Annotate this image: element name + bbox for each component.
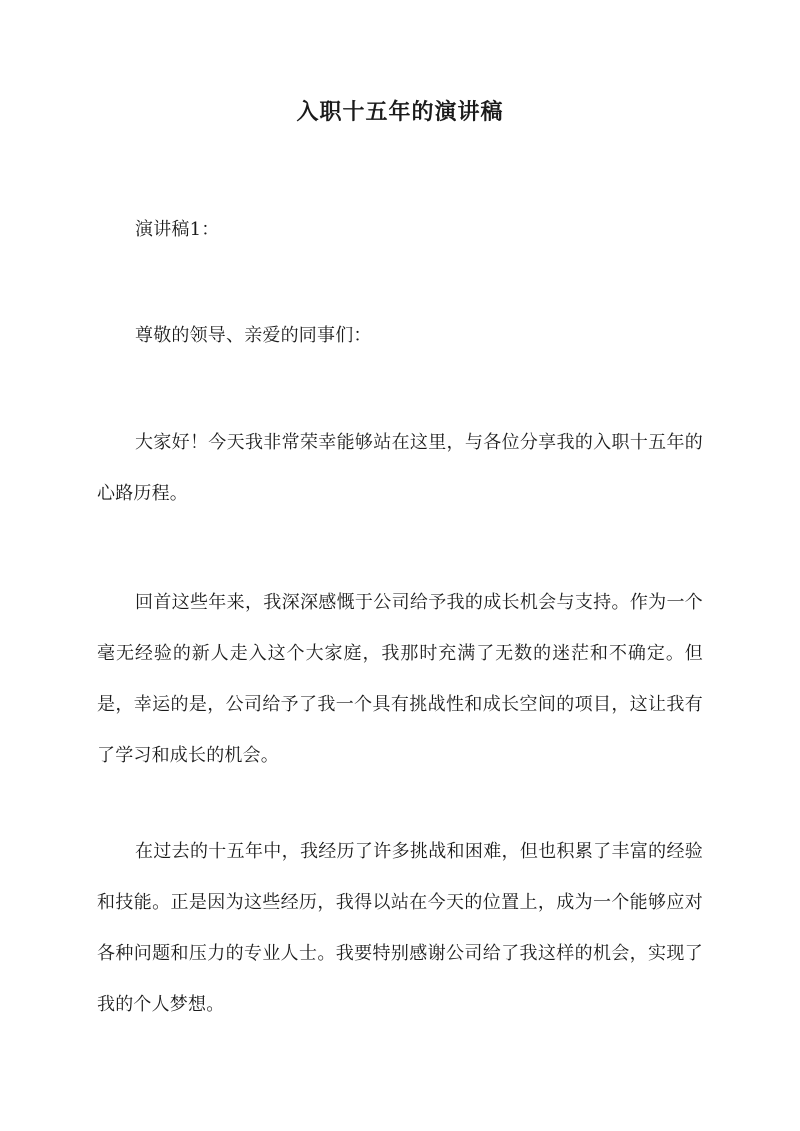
reflection-paragraph: 回首这些年来，我深深感慨于公司给予我的成长机会与支持。作为一个毫无经验的新人走入这个大家庭，我那时充满了无数的迷茫和不确定。但是，幸运的是，公司给予了我一个具有挑战性和成长空间的项目，这让我有了学习和成长的机会。 [97, 592, 703, 766]
salutation-paragraph: 尊敬的领导、亲爱的同事们： [135, 325, 372, 346]
speech-heading: 演讲稿1： [135, 219, 220, 240]
document-title: 入职十五年的演讲稿 [296, 99, 504, 125]
experience-paragraph: 在过去的十五年中，我经历了许多挑战和困难，但也积累了丰富的经验和技能。正是因为这些经历，我得以站在今天的位置上，成为一个能够应对各种问题和压力的专业人士。我要特别感谢公司给了我这样的机会，实现了我的个人梦想。 [97, 841, 703, 1015]
greeting-paragraph: 大家好！今天我非常荣幸能够站在这里，与各位分享我的入职十五年的心路历程。 [97, 432, 703, 504]
